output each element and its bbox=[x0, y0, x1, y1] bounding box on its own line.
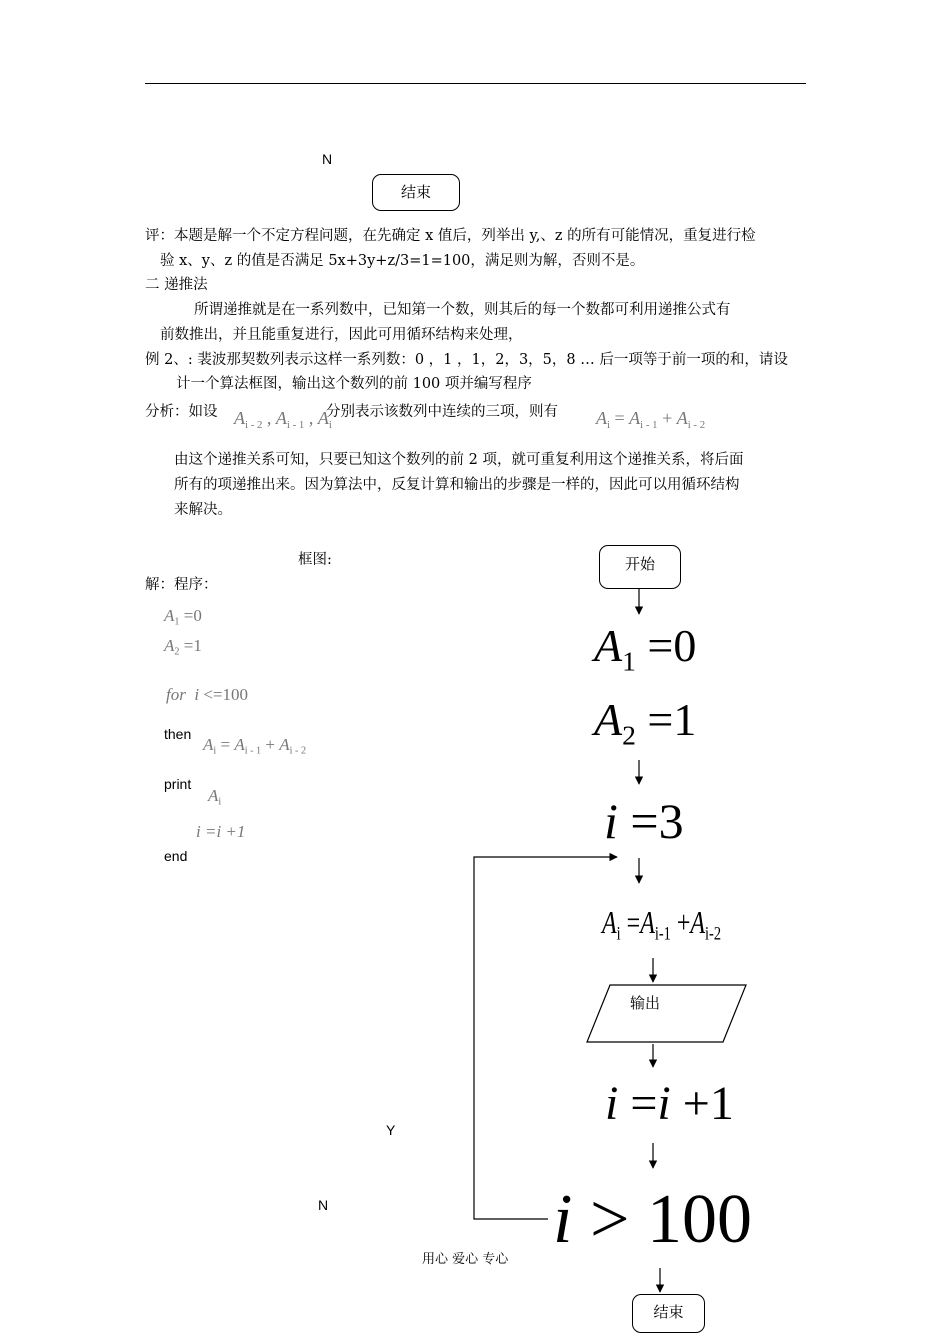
flow-increment: i =i +1 bbox=[605, 1077, 734, 1130]
analysis-prefix: 分析：如设 bbox=[145, 404, 218, 420]
flow-n-label: N bbox=[318, 1197, 329, 1213]
output-parallelogram bbox=[587, 985, 746, 1042]
top-n-label: N bbox=[322, 151, 333, 167]
analysis-para-3: 来解决。 bbox=[174, 502, 232, 518]
top-end-box: 结束 bbox=[372, 174, 460, 211]
flow-i-init: i =3 bbox=[604, 793, 684, 849]
flow-a2: $A_2 =1$ bbox=[594, 694, 697, 751]
example-line-2: 计一个算法框图，输出这个数列的前 100 项并编写程序 bbox=[176, 376, 532, 392]
section-heading: 二 递推法 bbox=[145, 277, 208, 293]
flow-start: 开始 bbox=[599, 545, 681, 589]
frame-label: 框图: bbox=[298, 552, 332, 568]
comment-line-1: 评：本题是解一个不定方程问题，在先确定 x 值后，列举出 y,、z 的所有可能情况，重复进行检 bbox=[145, 228, 756, 244]
analysis-terms: $A_{i - 2}$ , $A_{i - 1}$ , $A_i$ bbox=[234, 408, 332, 431]
section-intro-2: 前数推出，并且能重复进行，因此可用循环结构来处理， bbox=[160, 327, 523, 343]
flow-a1: $A_1 =0$ bbox=[594, 620, 697, 677]
prog-print-var: $A_i$ bbox=[208, 786, 222, 808]
flow-output: 输出 bbox=[630, 994, 661, 1012]
flow-condition: i > 100 bbox=[553, 1181, 752, 1258]
prog-recurrence: $A_i = A_{i - 1} + A_{i - 2}$ bbox=[203, 735, 307, 757]
prog-a2: $A_2 =1$ bbox=[164, 636, 202, 658]
comment-line-2: 验 x、y、z 的值是否满足 5x+3y+z/3=1=100，满足则为解，否则不是。 bbox=[160, 253, 645, 269]
solution-label: 解：程序： bbox=[145, 577, 218, 593]
flow-recurrence: $A_i =A_{i-1} +A_{i-2}$ bbox=[602, 904, 722, 945]
page-footer: 用心 爱心 专心 bbox=[422, 1252, 509, 1267]
prog-print: print bbox=[164, 776, 192, 792]
prog-end: end bbox=[164, 848, 188, 864]
analysis-middle: 分别表示该数列中连续的三项，则有 bbox=[326, 404, 558, 420]
analysis-para-2: 所有的项递推出来。因为算法中，反复计算和输出的步骤是一样的，因此可以用循环结构 bbox=[174, 477, 740, 493]
prog-increment: i =i +1 bbox=[196, 822, 246, 841]
analysis-recurrence: $A_i = A_{i - 1} + A_{i - 2}$ bbox=[596, 408, 706, 431]
prog-then: then bbox=[164, 726, 192, 742]
prog-a1: $A_1 =0$ bbox=[164, 606, 202, 628]
prog-for: for i <=100 bbox=[166, 685, 249, 704]
flow-end: 结束 bbox=[632, 1294, 705, 1333]
section-intro-1: 所谓递推就是在一系列数中，已知第一个数，则其后的每一个数都可利用递推公式有 bbox=[194, 302, 731, 318]
flow-y-label: Y bbox=[386, 1122, 396, 1138]
analysis-para-1: 由这个递推关系可知，只要已知这个数列的前 2 项，就可重复利用这个递推关系，将后面 bbox=[174, 452, 744, 468]
example-line-1: 例 2、: 裴波那契数列表示这样一系列数：0 ，1 ，1，2，3，5，8 … 后一项等于前一项的和，请设 bbox=[145, 352, 788, 368]
